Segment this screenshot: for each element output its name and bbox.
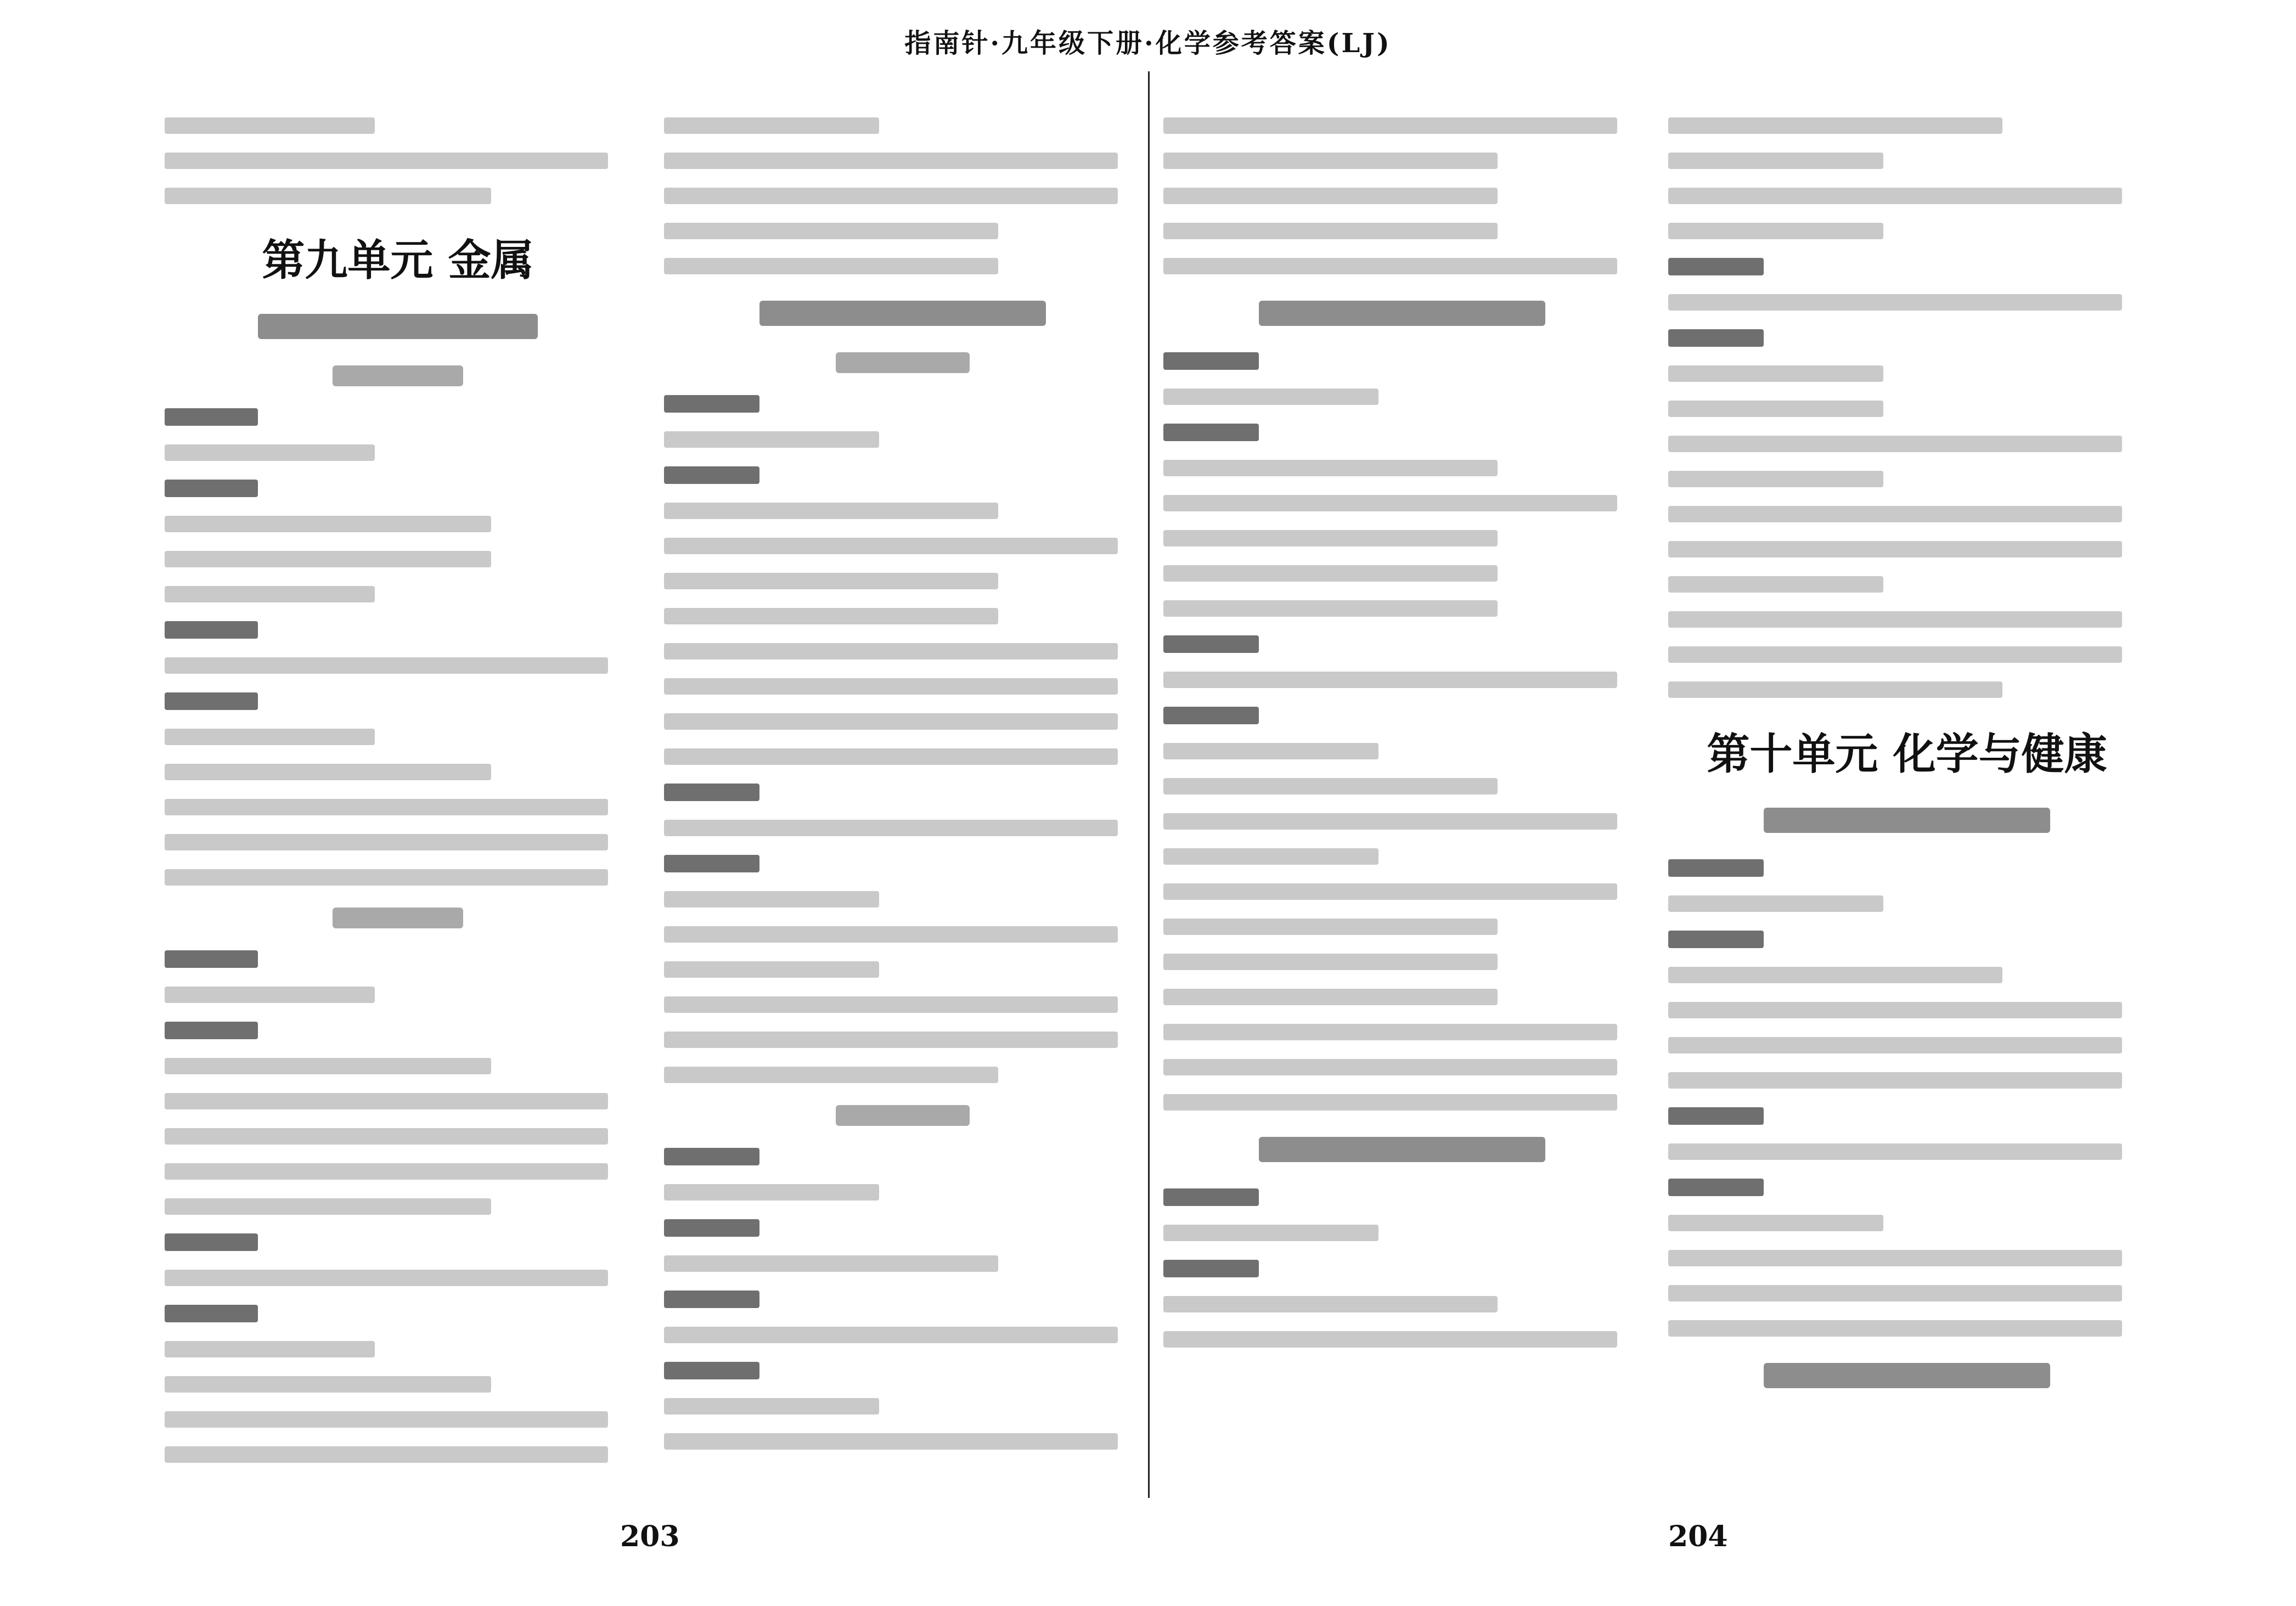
unit-title-10: 第十单元 化学与健康 [1707,729,2107,779]
page-number-right: 204 [1668,1520,1728,1553]
subsection-label [664,784,759,801]
text-line [664,431,879,448]
text-line [1668,294,2122,311]
section-heading [1259,1137,1545,1162]
text-line [1668,117,2002,134]
text-line [1668,1037,2122,1053]
column-2 [664,99,1141,1481]
text-line [664,1327,1118,1343]
section-heading [258,314,538,339]
lesson-heading [836,352,970,373]
text-line [664,713,1118,730]
text-line [664,223,998,239]
text-line [1668,223,1883,239]
subsection-label [1163,352,1259,370]
text-line [165,657,608,674]
subsection-label [664,1148,759,1165]
subsection-label [664,395,759,413]
lesson-heading [333,365,463,386]
text-line [664,1067,998,1083]
text-line [1163,1059,1617,1075]
text-line [165,117,375,134]
text-line [664,643,1118,660]
subsection-label [664,1362,759,1379]
text-line [165,1163,608,1180]
section-heading [1764,808,2050,833]
subsection-label [1668,1179,1764,1196]
text-line [1163,813,1617,830]
text-line [165,1341,375,1357]
text-line [1163,883,1617,900]
subsection-label [165,480,258,497]
subsection-label [664,1291,759,1308]
text-line [664,258,998,274]
section-heading [1259,301,1545,326]
subsection-label [664,855,759,872]
text-line [165,834,608,850]
text-line [1163,565,1498,582]
text-line [664,153,1118,169]
text-line [165,188,491,204]
column-3 [1163,99,1641,1481]
text-line [1163,223,1498,239]
text-line [1668,1285,2122,1301]
text-line [1163,918,1498,935]
text-line [1163,153,1498,169]
text-line [1163,188,1498,204]
text-line [664,1255,998,1272]
text-line [664,820,1118,836]
lesson-heading [333,908,463,928]
subsection-label [1163,1188,1259,1206]
subsection-label [1163,1260,1259,1277]
text-line [1163,117,1617,134]
text-line [165,153,608,169]
subsection-label [1163,635,1259,653]
text-line [1163,495,1617,511]
text-line [664,1184,879,1201]
column-4 [1668,99,2146,1481]
subsection-label [1668,258,1764,275]
subsection-label [1163,424,1259,441]
text-line [1163,600,1498,617]
subsection-label [165,408,258,426]
text-line [664,608,998,624]
subsection-label [165,621,258,639]
text-line [664,961,879,978]
unit-title-9: 第九单元 金属 [262,235,534,285]
text-line [664,748,1118,765]
subsection-label [1163,707,1259,724]
text-line [165,551,491,567]
text-line [1668,1320,2122,1337]
text-line [165,1093,608,1109]
text-line [165,1270,608,1286]
text-line [1668,188,2122,204]
text-line [664,117,879,134]
text-line [1163,460,1498,476]
subsection-label [165,692,258,710]
page-header: 指南针·九年级下册·化学参考答案(LJ) [904,28,1392,59]
subsection-label [165,950,258,968]
text-line [664,538,1118,554]
text-line [165,1411,608,1428]
page-number-left: 203 [620,1520,680,1553]
text-line [1668,611,2122,628]
lesson-heading [836,1105,970,1126]
text-line [664,573,998,589]
text-line [664,1032,1118,1048]
text-line [165,1376,491,1393]
text-line [1163,672,1617,688]
subsection-label [165,1233,258,1251]
text-line [165,869,608,886]
text-line [664,503,998,519]
text-line [1668,365,1883,382]
text-line [664,926,1118,943]
text-line [165,729,375,745]
text-line [1668,1072,2122,1089]
text-line [1668,1215,1883,1231]
text-line [1668,541,2122,557]
text-line [1668,471,1883,487]
text-line [664,996,1118,1013]
section-heading [1764,1363,2050,1388]
text-line [1668,967,2002,983]
subsection-label [1668,859,1764,877]
subsection-label [1668,329,1764,347]
text-line [1163,743,1378,759]
subsection-label [664,1219,759,1237]
text-line [1668,1002,2122,1018]
text-line [1163,1331,1617,1348]
text-line [165,1128,608,1145]
column-1 [165,99,631,1481]
text-line [165,764,491,780]
text-line [1163,1225,1378,1241]
text-line [1668,576,1883,593]
text-line [1668,895,1883,912]
text-line [1163,530,1498,546]
text-line [664,678,1118,695]
text-line [165,1446,608,1463]
text-line [1163,778,1498,794]
text-line [1668,506,2122,522]
text-line [1163,1024,1617,1040]
column-divider-center [1148,71,1150,1498]
text-line [1163,1094,1617,1111]
text-line [1668,681,2002,698]
text-line [1668,1143,2122,1160]
text-line [165,516,491,532]
text-line [165,586,375,602]
text-line [165,799,608,815]
text-line [1668,401,1883,417]
text-line [165,987,375,1003]
text-line [1163,989,1498,1005]
text-line [1163,258,1617,274]
text-line [1163,954,1498,970]
subsection-label [1668,931,1764,948]
text-line [1668,1250,2122,1266]
text-line [1668,436,2122,452]
section-heading [759,301,1046,326]
subsection-label [165,1305,258,1322]
text-line [664,1433,1118,1450]
subsection-label [1668,1107,1764,1125]
text-line [1163,848,1378,865]
text-line [165,1058,491,1074]
text-line [1163,1296,1498,1312]
text-line [664,891,879,908]
text-line [1668,646,2122,663]
text-line [165,444,375,461]
text-line [1163,388,1378,405]
subsection-label [165,1022,258,1039]
text-line [664,188,1118,204]
text-line [1668,153,1883,169]
text-line [165,1198,491,1215]
subsection-label [664,466,759,484]
text-line [664,1398,879,1415]
